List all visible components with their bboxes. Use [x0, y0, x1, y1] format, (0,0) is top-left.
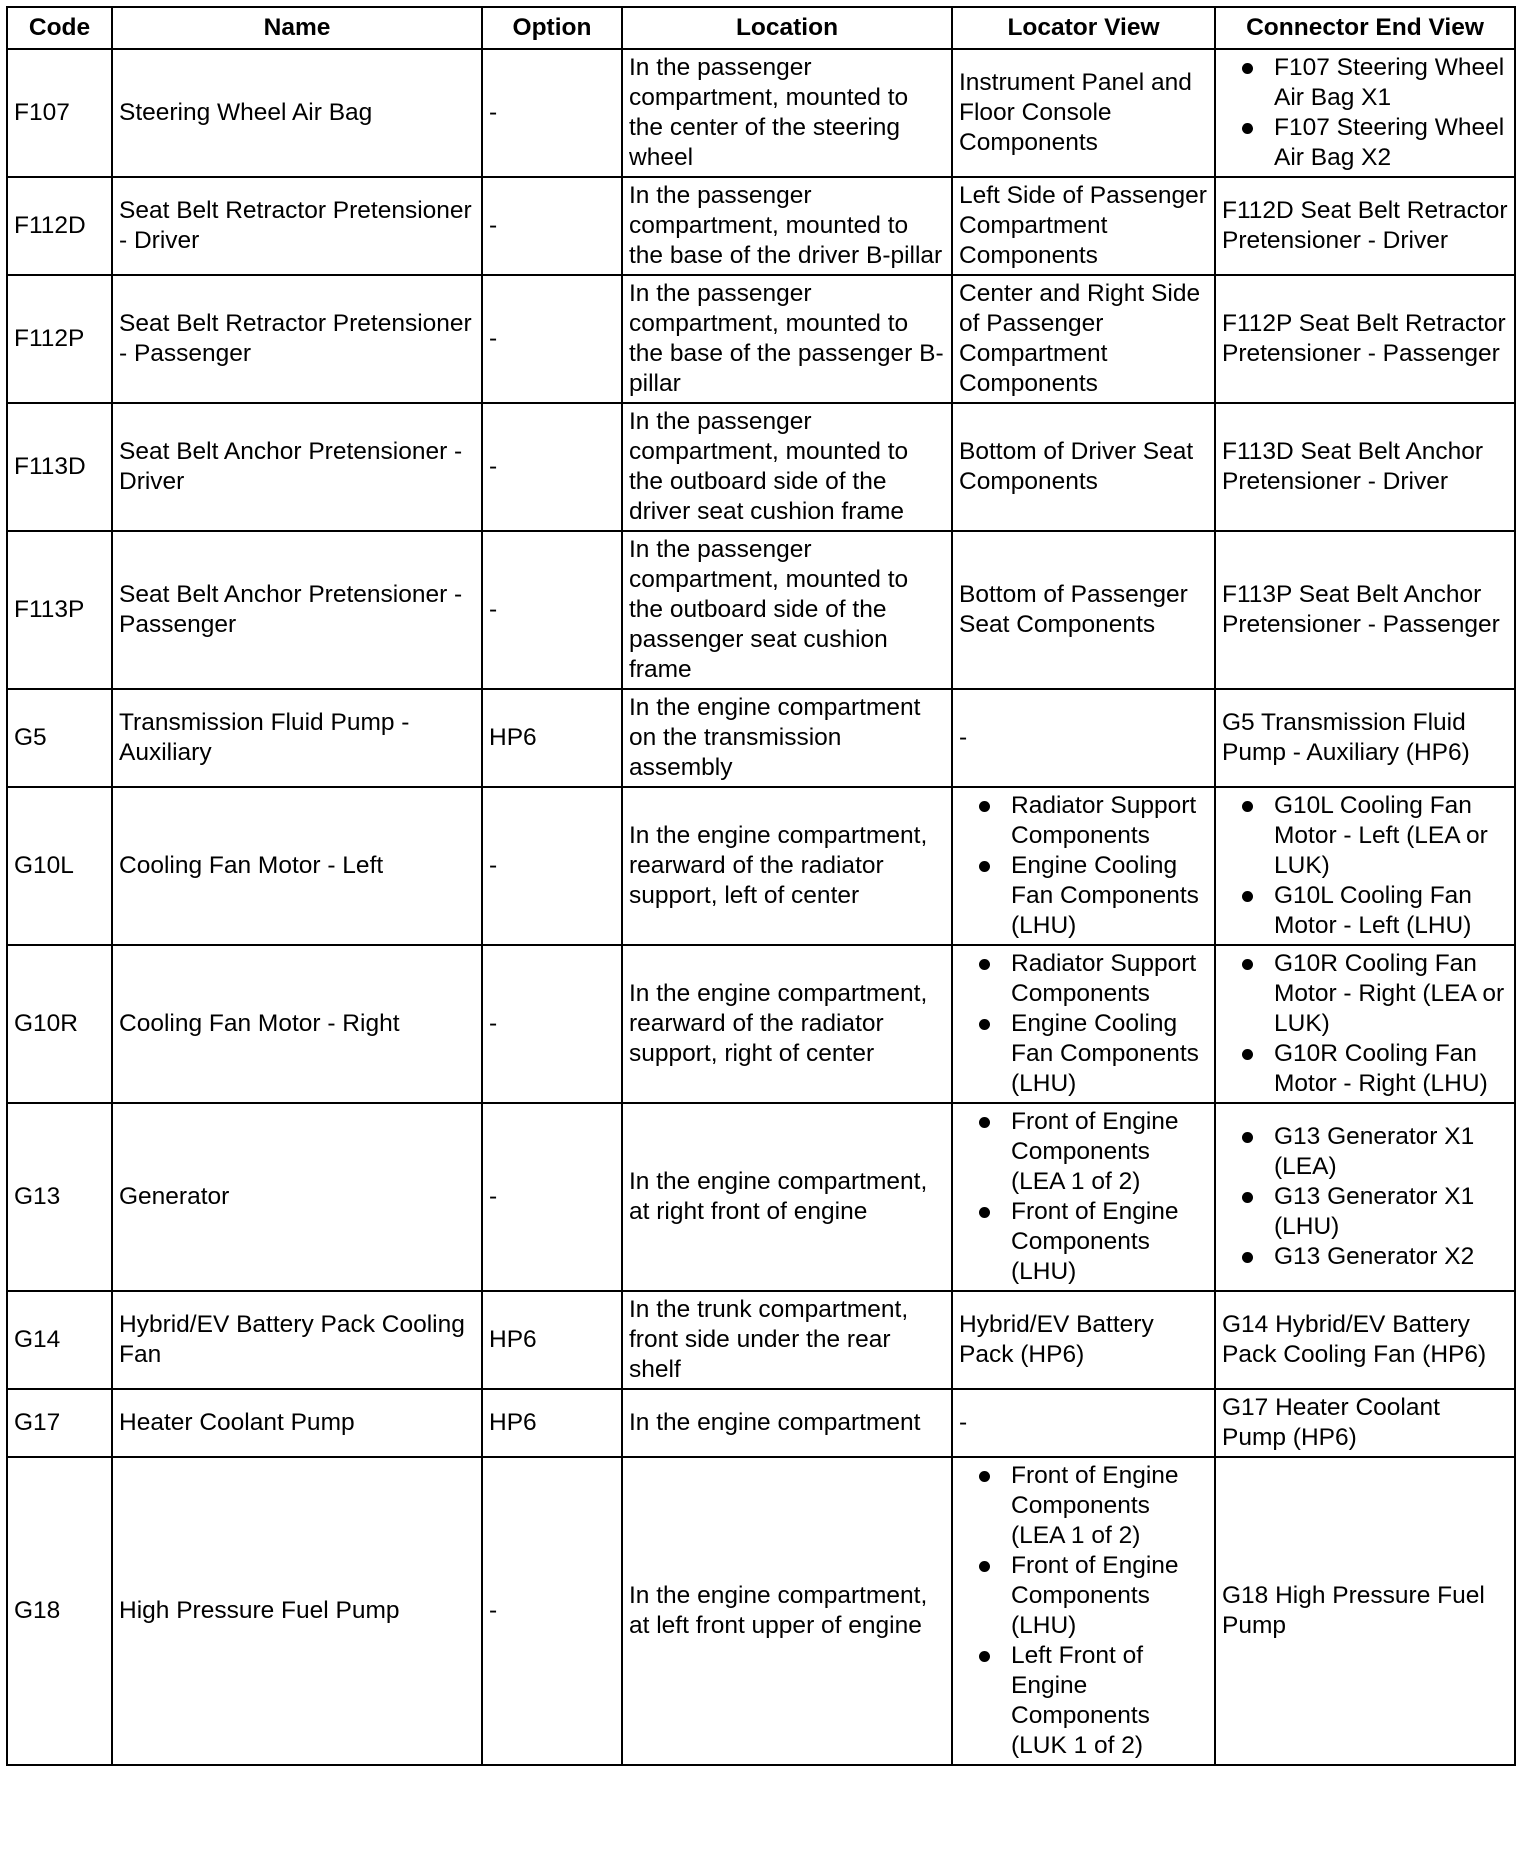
locator-view-list [959, 1461, 1208, 1761]
cell-location: In the passenger compartment, mounted to the base of the passenger B-pillar [622, 275, 952, 403]
locator-view-list [959, 1107, 1208, 1287]
cell-locator-view: - [952, 1389, 1215, 1457]
cell-location: In the passenger compartment, mounted to the base of the driver B-pillar [622, 177, 952, 275]
cell-location: In the engine compartment, at right front of engine [622, 1103, 952, 1291]
list-item: G13 Generator X2 [1222, 1242, 1508, 1272]
connector-end-view-list [1222, 1122, 1508, 1272]
cell-locator-view [952, 787, 1215, 945]
cell-code: G17 [7, 1389, 112, 1457]
cell-code: G18 [7, 1457, 112, 1765]
cell-connector-end-view: F112P Seat Belt Retractor Pretensioner - Passenger [1215, 275, 1515, 403]
cell-name: Generator [112, 1103, 482, 1291]
cell-name: Seat Belt Anchor Pretensioner - Passenger [112, 531, 482, 689]
header-connector-end-view: Connector End View [1215, 7, 1515, 49]
list-item: G13 Generator X1 (LHU) [1222, 1182, 1508, 1242]
cell-name: High Pressure Fuel Pump [112, 1457, 482, 1765]
list-item: G10R Cooling Fan Motor - Right (LEA or LUK) [1222, 949, 1508, 1039]
cell-locator-view: Instrument Panel and Floor Console Components [952, 49, 1215, 177]
cell-locator-view [952, 945, 1215, 1103]
connector-end-view-list [1222, 949, 1508, 1099]
cell-location: In the engine compartment [622, 1389, 952, 1457]
table-row [7, 177, 1515, 275]
cell-name: Cooling Fan Motor - Left [112, 787, 482, 945]
cell-locator-view: Center and Right Side of Passenger Compartment Components [952, 275, 1215, 403]
list-item: G10L Cooling Fan Motor - Left (LEA or LUK) [1222, 791, 1508, 881]
header-code: Code [7, 7, 112, 49]
cell-location: In the trunk compartment, front side under the rear shelf [622, 1291, 952, 1389]
connector-end-view-list [1222, 53, 1508, 173]
cell-option: - [482, 403, 622, 531]
list-item: Front of Engine Components (LHU) [959, 1197, 1208, 1287]
cell-location: In the engine compartment on the transmission assembly [622, 689, 952, 787]
table-row [7, 531, 1515, 689]
cell-option: - [482, 945, 622, 1103]
cell-code: F112D [7, 177, 112, 275]
table-row [7, 787, 1515, 945]
cell-code: G5 [7, 689, 112, 787]
cell-code: G14 [7, 1291, 112, 1389]
cell-name: Cooling Fan Motor - Right [112, 945, 482, 1103]
cell-locator-view: - [952, 689, 1215, 787]
header-location: Location [622, 7, 952, 49]
cell-option: HP6 [482, 1389, 622, 1457]
list-item: Front of Engine Components (LHU) [959, 1551, 1208, 1641]
cell-option: - [482, 49, 622, 177]
list-item: Engine Cooling Fan Components (LHU) [959, 1009, 1208, 1099]
cell-location: In the passenger compartment, mounted to the center of the steering wheel [622, 49, 952, 177]
cell-code: G10R [7, 945, 112, 1103]
cell-code: G10L [7, 787, 112, 945]
cell-option: - [482, 1103, 622, 1291]
connector-end-view-list [1222, 791, 1508, 941]
cell-connector-end-view: G5 Transmission Fluid Pump - Auxiliary (HP6) [1215, 689, 1515, 787]
cell-option: HP6 [482, 1291, 622, 1389]
cell-option: - [482, 1457, 622, 1765]
cell-name: Steering Wheel Air Bag [112, 49, 482, 177]
list-item: Front of Engine Components (LEA 1 of 2) [959, 1107, 1208, 1197]
cell-name: Heater Coolant Pump [112, 1389, 482, 1457]
cell-name: Seat Belt Retractor Pretensioner - Passenger [112, 275, 482, 403]
list-item: Front of Engine Components (LEA 1 of 2) [959, 1461, 1208, 1551]
cell-option: - [482, 531, 622, 689]
cell-locator-view: Bottom of Driver Seat Components [952, 403, 1215, 531]
cell-locator-view [952, 1103, 1215, 1291]
cell-option: - [482, 177, 622, 275]
cell-code: F112P [7, 275, 112, 403]
header-name: Name [112, 7, 482, 49]
table-row [7, 1291, 1515, 1389]
cell-option: - [482, 275, 622, 403]
list-item: Engine Cooling Fan Components (LHU) [959, 851, 1208, 941]
cell-option: - [482, 787, 622, 945]
cell-location: In the engine compartment, rearward of the radiator support, right of center [622, 945, 952, 1103]
component-locator-document [6, 6, 1514, 1766]
table-body [7, 49, 1515, 1765]
cell-code: F107 [7, 49, 112, 177]
header-row [7, 7, 1515, 49]
cell-name: Seat Belt Retractor Pretensioner - Driver [112, 177, 482, 275]
cell-name: Hybrid/EV Battery Pack Cooling Fan [112, 1291, 482, 1389]
table-row [7, 275, 1515, 403]
table-row [7, 689, 1515, 787]
table-row [7, 49, 1515, 177]
cell-connector-end-view [1215, 787, 1515, 945]
list-item: G10R Cooling Fan Motor - Right (LHU) [1222, 1039, 1508, 1099]
cell-connector-end-view: F113D Seat Belt Anchor Pretensioner - Driver [1215, 403, 1515, 531]
table-row [7, 1389, 1515, 1457]
list-item: Left Front of Engine Components (LUK 1 of 2) [959, 1641, 1208, 1761]
cell-location: In the engine compartment, at left front upper of engine [622, 1457, 952, 1765]
table-row [7, 1103, 1515, 1291]
header-locator-view: Locator View [952, 7, 1215, 49]
locator-view-list [959, 791, 1208, 941]
cell-locator-view: Bottom of Passenger Seat Components [952, 531, 1215, 689]
cell-connector-end-view: F113P Seat Belt Anchor Pretensioner - Passenger [1215, 531, 1515, 689]
header-option: Option [482, 7, 622, 49]
cell-option: HP6 [482, 689, 622, 787]
locator-view-list [959, 949, 1208, 1099]
table-row [7, 1457, 1515, 1765]
list-item: F107 Steering Wheel Air Bag X2 [1222, 113, 1508, 173]
list-item: G10L Cooling Fan Motor - Left (LHU) [1222, 881, 1508, 941]
cell-name: Transmission Fluid Pump - Auxiliary [112, 689, 482, 787]
list-item: Radiator Support Components [959, 791, 1208, 851]
list-item: G13 Generator X1 (LEA) [1222, 1122, 1508, 1182]
cell-connector-end-view: G17 Heater Coolant Pump (HP6) [1215, 1389, 1515, 1457]
cell-connector-end-view: G18 High Pressure Fuel Pump [1215, 1457, 1515, 1765]
cell-name: Seat Belt Anchor Pretensioner - Driver [112, 403, 482, 531]
cell-code: F113D [7, 403, 112, 531]
cell-connector-end-view [1215, 1103, 1515, 1291]
cell-locator-view: Left Side of Passenger Compartment Components [952, 177, 1215, 275]
cell-locator-view: Hybrid/EV Battery Pack (HP6) [952, 1291, 1215, 1389]
cell-connector-end-view [1215, 49, 1515, 177]
table-row [7, 403, 1515, 531]
table-row [7, 945, 1515, 1103]
cell-code: G13 [7, 1103, 112, 1291]
cell-code: F113P [7, 531, 112, 689]
cell-location: In the passenger compartment, mounted to the outboard side of the driver seat cushion frame [622, 403, 952, 531]
list-item: F107 Steering Wheel Air Bag X1 [1222, 53, 1508, 113]
cell-location: In the passenger compartment, mounted to the outboard side of the passenger seat cushion frame [622, 531, 952, 689]
cell-connector-end-view [1215, 945, 1515, 1103]
cell-locator-view [952, 1457, 1215, 1765]
cell-connector-end-view: F112D Seat Belt Retractor Pretensioner - Driver [1215, 177, 1515, 275]
cell-connector-end-view: G14 Hybrid/EV Battery Pack Cooling Fan (HP6) [1215, 1291, 1515, 1389]
list-item: Radiator Support Components [959, 949, 1208, 1009]
component-table [6, 6, 1516, 1766]
cell-location: In the engine compartment, rearward of the radiator support, left of center [622, 787, 952, 945]
